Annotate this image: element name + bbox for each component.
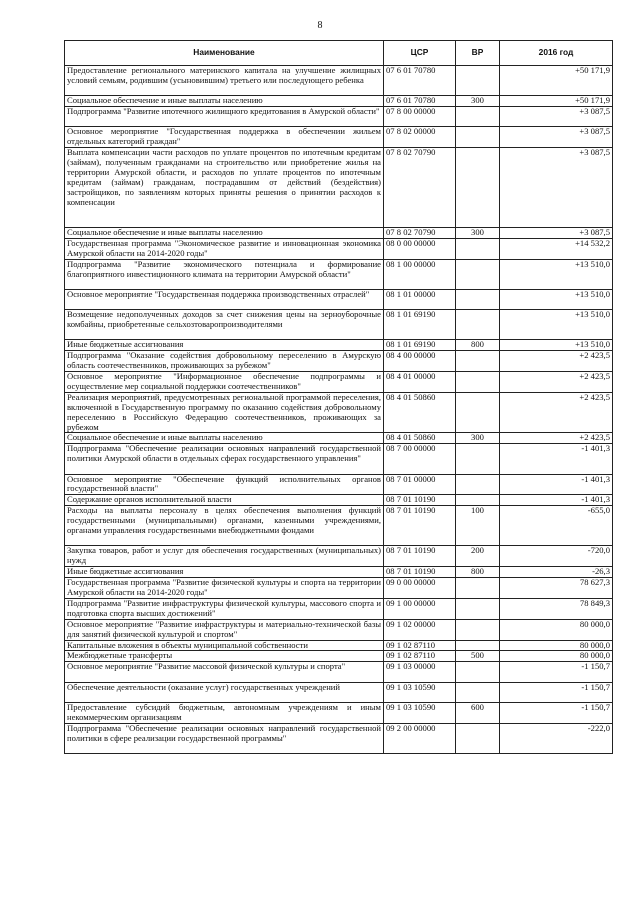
- row-name: Иные бюджетные ассигнования: [65, 340, 384, 351]
- row-code: 08 7 01 00000: [384, 474, 456, 495]
- row-amount: +13 510,0: [500, 289, 613, 309]
- row-amount: +2 423,5: [500, 392, 613, 433]
- row-code: 09 1 02 87110: [384, 651, 456, 662]
- row-name: Подпрограмма "Обеспечение реализации основных направлений государственной политики в сфере реализации государственной программы": [65, 723, 384, 753]
- row-amount: +2 423,5: [500, 372, 613, 393]
- row-code: 09 1 03 10590: [384, 682, 456, 702]
- table-row: [65, 127, 613, 148]
- row-name: Подпрограмма "Развитие экономического потенциала и формирование благоприятного инвестиционного климата на территории Амурской области": [65, 259, 384, 289]
- table-row: [65, 392, 613, 433]
- row-code: 08 4 01 00000: [384, 372, 456, 393]
- row-vr: [456, 259, 500, 289]
- table-row: [65, 433, 613, 444]
- table-header-row: [65, 41, 613, 66]
- row-amount: -1 401,3: [500, 444, 613, 474]
- table-row: [65, 567, 613, 578]
- table-row: [65, 227, 613, 238]
- table-row: [65, 238, 613, 259]
- row-name: Основное мероприятие "Развитие массовой физической культуры и спорта": [65, 662, 384, 682]
- row-amount: -1 150,7: [500, 682, 613, 702]
- row-code: 07 8 02 70790: [384, 227, 456, 238]
- table-row: [65, 651, 613, 662]
- table-row: [65, 107, 613, 127]
- row-name: Предоставление субсидий бюджетным, автономным учреждениям и иным некоммерческим организациям: [65, 702, 384, 723]
- row-amount: +3 087,5: [500, 227, 613, 238]
- row-amount: 80 000,0: [500, 640, 613, 651]
- row-name: Основное мероприятие "Развитие инфраструктуры и материально-технической базы для занятий физической культурой и спортом": [65, 619, 384, 640]
- row-code: 09 2 00 00000: [384, 723, 456, 753]
- row-vr: [456, 662, 500, 682]
- row-amount: -1 150,7: [500, 702, 613, 723]
- table-body: [65, 66, 613, 754]
- row-vr: [456, 238, 500, 259]
- row-code: 07 8 02 00000: [384, 127, 456, 148]
- row-amount: +3 087,5: [500, 107, 613, 127]
- row-name: Государственная программа "Развитие физической культуры и спорта на территории Амурской области на 2014-2020 годы": [65, 578, 384, 599]
- row-vr: [456, 148, 500, 228]
- row-amount: -655,0: [500, 506, 613, 546]
- row-vr: [456, 289, 500, 309]
- row-name: Закупка товаров, работ и услуг для обеспечения государственных (муниципальных) нужд: [65, 546, 384, 567]
- table-row: [65, 66, 613, 96]
- row-code: 08 7 01 10190: [384, 546, 456, 567]
- table-row: [65, 640, 613, 651]
- row-amount: 80 000,0: [500, 619, 613, 640]
- row-amount: -1 150,7: [500, 662, 613, 682]
- row-code: 08 1 01 00000: [384, 289, 456, 309]
- row-name: Возмещение недополученных доходов за счет снижения цены на зерноуборочные комбайны, приобретенные сельхозтоваропроизводителями: [65, 310, 384, 340]
- row-amount: +2 423,5: [500, 351, 613, 372]
- row-vr: [456, 682, 500, 702]
- budget-table: [64, 40, 613, 754]
- row-amount: +13 510,0: [500, 340, 613, 351]
- row-name: Реализация мероприятий, предусмотренных региональной программой переселения, включенной в Государственную программу по оказанию содействия добровольному переселению в Российскую Федерацию соотечественников, проживающих за рубежом: [65, 392, 384, 433]
- row-amount: +14 532,2: [500, 238, 613, 259]
- row-code: 09 1 00 00000: [384, 598, 456, 619]
- row-vr: 300: [456, 433, 500, 444]
- table-row: [65, 444, 613, 474]
- table-row: [65, 662, 613, 682]
- row-vr: [456, 351, 500, 372]
- row-vr: 300: [456, 227, 500, 238]
- header-vr: ВР: [456, 41, 500, 66]
- row-code: 09 1 03 00000: [384, 662, 456, 682]
- header-amount: 2016 год: [500, 41, 613, 66]
- row-amount: 78 627,3: [500, 578, 613, 599]
- row-vr: [456, 66, 500, 96]
- row-code: 07 8 00 00000: [384, 107, 456, 127]
- row-name: Предоставление регионального материнского капитала на улучшение жилищных условий семьям, родившим (усыновившим) третьего или последующего ребенка: [65, 66, 384, 96]
- row-amount: +50 171,9: [500, 66, 613, 96]
- table-row: [65, 682, 613, 702]
- table-row: [65, 259, 613, 289]
- row-name: Социальное обеспечение и иные выплаты населению: [65, 96, 384, 107]
- row-vr: [456, 640, 500, 651]
- table-row: [65, 372, 613, 393]
- row-name: Подпрограмма "Оказание содействия добровольному переселению в Амурскую область соотечественников, проживающих за рубежом": [65, 351, 384, 372]
- row-amount: +3 087,5: [500, 148, 613, 228]
- row-code: 08 1 01 69190: [384, 310, 456, 340]
- row-vr: [456, 372, 500, 393]
- row-code: 08 1 01 69190: [384, 340, 456, 351]
- row-vr: [456, 444, 500, 474]
- row-vr: 800: [456, 340, 500, 351]
- row-amount: 80 000,0: [500, 651, 613, 662]
- table-row: [65, 702, 613, 723]
- row-name: Подпрограмма "Развитие ипотечного жилищного кредитования в Амурской области": [65, 107, 384, 127]
- table-row: [65, 474, 613, 495]
- table-row: [65, 351, 613, 372]
- row-code: 08 7 01 10190: [384, 506, 456, 546]
- row-name: Подпрограмма "Развитие инфраструктуры физической культуры, массового спорта и подготовка спорта высших достижений": [65, 598, 384, 619]
- row-name: Основное мероприятие "Обеспечение функций исполнительных органов государственной власти": [65, 474, 384, 495]
- row-code: 08 7 01 10190: [384, 495, 456, 506]
- row-code: 08 1 00 00000: [384, 259, 456, 289]
- row-amount: +2 423,5: [500, 433, 613, 444]
- row-vr: [456, 392, 500, 433]
- table-row: [65, 506, 613, 546]
- row-name: Расходы на выплаты персоналу в целях обеспечения выполнения функций государственными (муниципальными) органами, казенными учреждениями, органами управления государственными внебюджетными фондами: [65, 506, 384, 546]
- page-number: 8: [317, 20, 323, 31]
- row-name: Иные бюджетные ассигнования: [65, 567, 384, 578]
- table-row: [65, 598, 613, 619]
- row-amount: -26,3: [500, 567, 613, 578]
- row-vr: 800: [456, 567, 500, 578]
- row-vr: [456, 127, 500, 148]
- row-vr: [456, 723, 500, 753]
- header-code: ЦСР: [384, 41, 456, 66]
- row-code: 08 4 01 50860: [384, 392, 456, 433]
- row-amount: +50 171,9: [500, 96, 613, 107]
- row-code: 08 0 00 00000: [384, 238, 456, 259]
- row-vr: [456, 495, 500, 506]
- row-code: 07 6 01 70780: [384, 66, 456, 96]
- row-code: 08 7 01 10190: [384, 567, 456, 578]
- row-vr: [456, 619, 500, 640]
- table-row: [65, 546, 613, 567]
- row-code: 08 4 01 50860: [384, 433, 456, 444]
- row-vr: 200: [456, 546, 500, 567]
- row-amount: 78 849,3: [500, 598, 613, 619]
- row-amount: +3 087,5: [500, 127, 613, 148]
- row-name: Основное мероприятие "Государственная поддержка в обеспечении жильем отдельных категорий граждан": [65, 127, 384, 148]
- table-row: [65, 148, 613, 228]
- table-row: [65, 495, 613, 506]
- row-code: 08 7 00 00000: [384, 444, 456, 474]
- table-row: [65, 310, 613, 340]
- row-amount: -222,0: [500, 723, 613, 753]
- row-code: 07 8 02 70790: [384, 148, 456, 228]
- row-amount: -720,0: [500, 546, 613, 567]
- row-code: 09 1 02 00000: [384, 619, 456, 640]
- row-name: Социальное обеспечение и иные выплаты населению: [65, 227, 384, 238]
- row-name: Межбюджетные трансферты: [65, 651, 384, 662]
- table-row: [65, 723, 613, 753]
- row-vr: [456, 107, 500, 127]
- table-row: [65, 289, 613, 309]
- row-name: Подпрограмма "Обеспечение реализации основных направлений государственной политики Амурской области в отдельных сферах государственного управления": [65, 444, 384, 474]
- row-amount: +13 510,0: [500, 310, 613, 340]
- row-vr: 300: [456, 96, 500, 107]
- row-name: Выплата компенсации части расходов по уплате процентов по ипотечным кредитам (займам), полученным гражданами на строительство или приобретение жилья на территории Амурской области, и расходов по уплате процентов по ипотечным кредитам (займам) гражданам, пострадавшим от действий (бездействия) застройщиков, по заявлениям которых приняты решения о принятии расходов к компенсации: [65, 148, 384, 228]
- row-vr: 600: [456, 702, 500, 723]
- row-amount: +13 510,0: [500, 259, 613, 289]
- header-name: Наименование: [65, 41, 384, 66]
- row-name: Основное мероприятие "Государственная поддержка производственных отраслей": [65, 289, 384, 309]
- row-code: 09 1 02 87110: [384, 640, 456, 651]
- row-vr: [456, 474, 500, 495]
- row-amount: -1 401,3: [500, 495, 613, 506]
- row-amount: -1 401,3: [500, 474, 613, 495]
- row-vr: [456, 310, 500, 340]
- row-code: 09 1 03 10590: [384, 702, 456, 723]
- row-vr: [456, 578, 500, 599]
- table-row: [65, 619, 613, 640]
- row-vr: [456, 598, 500, 619]
- row-vr: 100: [456, 506, 500, 546]
- table-row: [65, 340, 613, 351]
- row-code: 08 4 00 00000: [384, 351, 456, 372]
- row-name: Обеспечение деятельности (оказание услуг) государственных учреждений: [65, 682, 384, 702]
- row-name: Капитальные вложения в объекты муниципальной собственности: [65, 640, 384, 651]
- row-name: Основное мероприятие "Информационное обеспечение подпрограммы и осуществление мер социальной поддержки соотечественников": [65, 372, 384, 393]
- row-name: Содержание органов исполнительной власти: [65, 495, 384, 506]
- table-row: [65, 578, 613, 599]
- row-vr: 500: [456, 651, 500, 662]
- row-code: 09 0 00 00000: [384, 578, 456, 599]
- row-name: Государственная программа "Экономическое развитие и инновационная экономика Амурской области на 2014-2020 годы": [65, 238, 384, 259]
- row-code: 07 6 01 70780: [384, 96, 456, 107]
- table-row: [65, 96, 613, 107]
- row-name: Социальное обеспечение и иные выплаты населению: [65, 433, 384, 444]
